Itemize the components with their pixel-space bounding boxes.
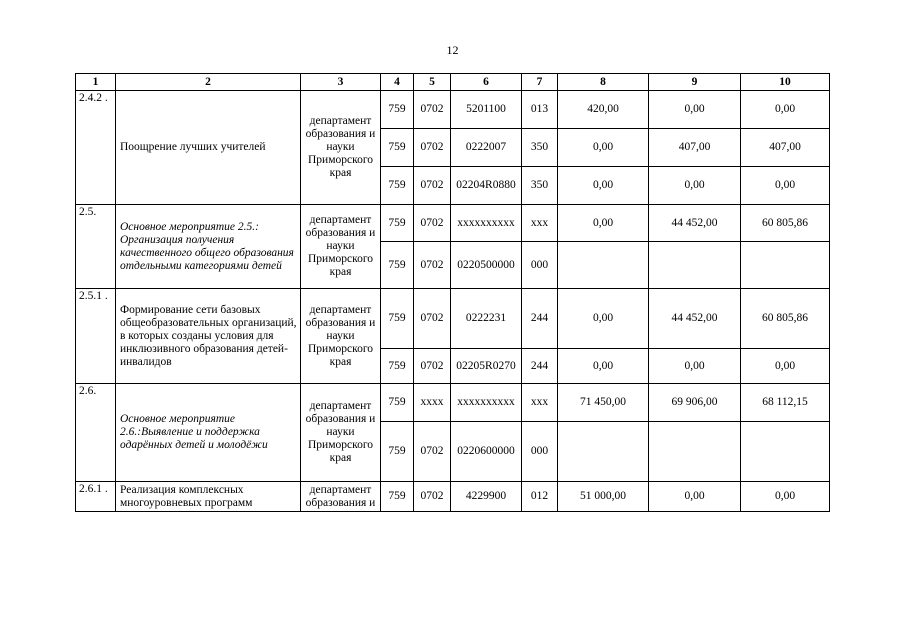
table-row <box>76 205 830 242</box>
item-department: департамент образования и науки Приморского края <box>301 91 381 205</box>
cell-value-col9 <box>649 422 741 482</box>
cell-value-col8 <box>558 422 649 482</box>
item-name: Формирование сети базовых общеобразовательных организаций, в которых созданы условия для инклюзивного образования детей-инвалидов <box>116 289 301 384</box>
item-number: 2.5.1 . <box>76 289 116 384</box>
cell-value-col9: 0,00 <box>649 349 741 384</box>
item-department: департамент образования и науки Приморского края <box>301 384 381 482</box>
cell-value-col9: 407,00 <box>649 129 741 167</box>
cell-section: 0702 <box>414 349 451 384</box>
cell-value-col10: 0,00 <box>741 91 830 129</box>
item-number: 2.6.1 . <box>76 482 116 512</box>
cell-value-col10: 60 805,86 <box>741 289 830 349</box>
cell-value-col10 <box>741 422 830 482</box>
cell-value-col10 <box>741 242 830 289</box>
cell-value-col8: 0,00 <box>558 129 649 167</box>
cell-value-col9: 0,00 <box>649 167 741 205</box>
cell-expense-type: 244 <box>522 349 558 384</box>
cell-section: 0702 <box>414 242 451 289</box>
cell-target-article: 02205R0270 <box>451 349 522 384</box>
cell-section: 0702 <box>414 129 451 167</box>
cell-value-col10: 0,00 <box>741 349 830 384</box>
cell-value-col9: 44 452,00 <box>649 205 741 242</box>
table-row <box>76 482 830 512</box>
cell-value-col9: 0,00 <box>649 482 741 512</box>
header-cell: 4 <box>381 74 414 91</box>
table-row <box>76 384 830 422</box>
cell-value-col10: 68 112,15 <box>741 384 830 422</box>
budget-table <box>75 73 830 512</box>
item-department: департамент образования и науки Приморского края <box>301 289 381 384</box>
item-name: Реализация комплексных многоуровневых программ <box>116 482 301 512</box>
cell-value-col9: 0,00 <box>649 91 741 129</box>
cell-value-col10: 60 805,86 <box>741 205 830 242</box>
cell-expense-type: xxx <box>522 205 558 242</box>
item-department: департамент образования и <box>301 482 381 512</box>
cell-section: 0702 <box>414 205 451 242</box>
header-row <box>76 74 830 91</box>
item-name: Основное мероприятие 2.6.:Выявление и поддержка одарённых детей и молодёжи <box>116 384 301 482</box>
item-number: 2.5. <box>76 205 116 289</box>
cell-value-col9: 69 906,00 <box>649 384 741 422</box>
cell-target-article: 0222007 <box>451 129 522 167</box>
header-cell: 6 <box>451 74 522 91</box>
cell-grbs: 759 <box>381 242 414 289</box>
cell-value-col10: 0,00 <box>741 167 830 205</box>
cell-target-article: 4229900 <box>451 482 522 512</box>
cell-expense-type: 350 <box>522 129 558 167</box>
cell-value-col8: 0,00 <box>558 167 649 205</box>
cell-expense-type: 013 <box>522 91 558 129</box>
header-cell: 9 <box>649 74 741 91</box>
cell-target-article: 5201100 <box>451 91 522 129</box>
cell-expense-type: 012 <box>522 482 558 512</box>
header-cell: 3 <box>301 74 381 91</box>
cell-section: 0702 <box>414 167 451 205</box>
cell-section: 0702 <box>414 422 451 482</box>
cell-value-col8: 420,00 <box>558 91 649 129</box>
table-row <box>76 91 830 129</box>
cell-expense-type: xxx <box>522 384 558 422</box>
cell-expense-type: 350 <box>522 167 558 205</box>
cell-grbs: 759 <box>381 167 414 205</box>
cell-value-col9: 44 452,00 <box>649 289 741 349</box>
cell-grbs: 759 <box>381 349 414 384</box>
cell-value-col8: 51 000,00 <box>558 482 649 512</box>
cell-section: 0702 <box>414 289 451 349</box>
item-name: Основное мероприятие 2.5.: Организация получения качественного общего образования отдельными категориями детей <box>116 205 301 289</box>
cell-expense-type: 000 <box>522 242 558 289</box>
item-number: 2.4.2 . <box>76 91 116 205</box>
header-cell: 1 <box>76 74 116 91</box>
cell-expense-type: 244 <box>522 289 558 349</box>
table-row <box>76 289 830 349</box>
cell-grbs: 759 <box>381 384 414 422</box>
item-number: 2.6. <box>76 384 116 482</box>
cell-value-col8: 0,00 <box>558 289 649 349</box>
cell-target-article: xxxxxxxxxx <box>451 384 522 422</box>
cell-expense-type: 000 <box>522 422 558 482</box>
header-cell: 7 <box>522 74 558 91</box>
item-name: Поощрение лучших учителей <box>116 91 301 205</box>
cell-target-article: 0220500000 <box>451 242 522 289</box>
cell-grbs: 759 <box>381 482 414 512</box>
cell-value-col8: 0,00 <box>558 205 649 242</box>
page-number: 12 <box>446 43 459 57</box>
header-cell: 2 <box>116 74 301 91</box>
cell-value-col10: 407,00 <box>741 129 830 167</box>
cell-grbs: 759 <box>381 91 414 129</box>
header-cell: 8 <box>558 74 649 91</box>
header-cell: 10 <box>741 74 830 91</box>
cell-grbs: 759 <box>381 205 414 242</box>
cell-value-col8 <box>558 242 649 289</box>
cell-section: 0702 <box>414 482 451 512</box>
cell-value-col9 <box>649 242 741 289</box>
cell-value-col8: 71 450,00 <box>558 384 649 422</box>
cell-target-article: 0222231 <box>451 289 522 349</box>
cell-section: 0702 <box>414 91 451 129</box>
cell-target-article: 02204R0880 <box>451 167 522 205</box>
cell-grbs: 759 <box>381 422 414 482</box>
cell-target-article: xxxxxxxxxx <box>451 205 522 242</box>
header-cell: 5 <box>414 74 451 91</box>
cell-value-col8: 0,00 <box>558 349 649 384</box>
cell-grbs: 759 <box>381 129 414 167</box>
item-department: департамент образования и науки Приморского края <box>301 205 381 289</box>
cell-value-col10: 0,00 <box>741 482 830 512</box>
cell-target-article: 0220600000 <box>451 422 522 482</box>
cell-section: xxxx <box>414 384 451 422</box>
cell-grbs: 759 <box>381 289 414 349</box>
